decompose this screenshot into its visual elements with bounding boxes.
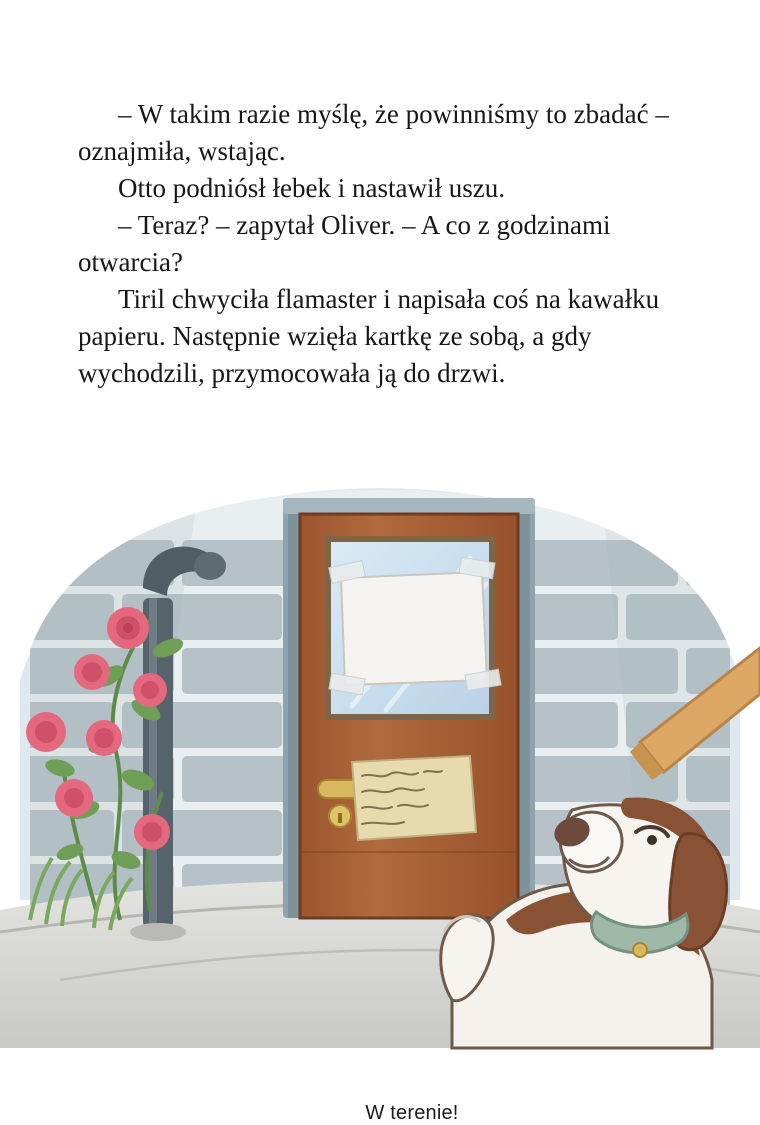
paragraph: Tiril chwyciła flamaster i napisała coś na kawałku papieru. Następnie wzięła kartkę ze sobą, a gdy wychodzili, przymocowała ją do drzwi. [78,283,666,388]
door-sign [329,557,501,695]
door-sign-text: W terenie! [365,1102,459,1124]
scribbled-note [352,756,476,840]
paragraph: – Teraz? – zapytał Oliver. – A co z godzinami otwarcia? [78,209,618,277]
office-door[interactable] [300,514,518,918]
paragraph: Otto podniósł łebek i nastawił uszu. [118,172,505,203]
paragraph: – W takim razie myślę, że powinniśmy to zbadać – oznajmiła, wstając. [78,99,676,166]
illustration-artwork [0,480,760,1048]
illustration [0,480,760,1124]
page-body-text [78,96,678,392]
